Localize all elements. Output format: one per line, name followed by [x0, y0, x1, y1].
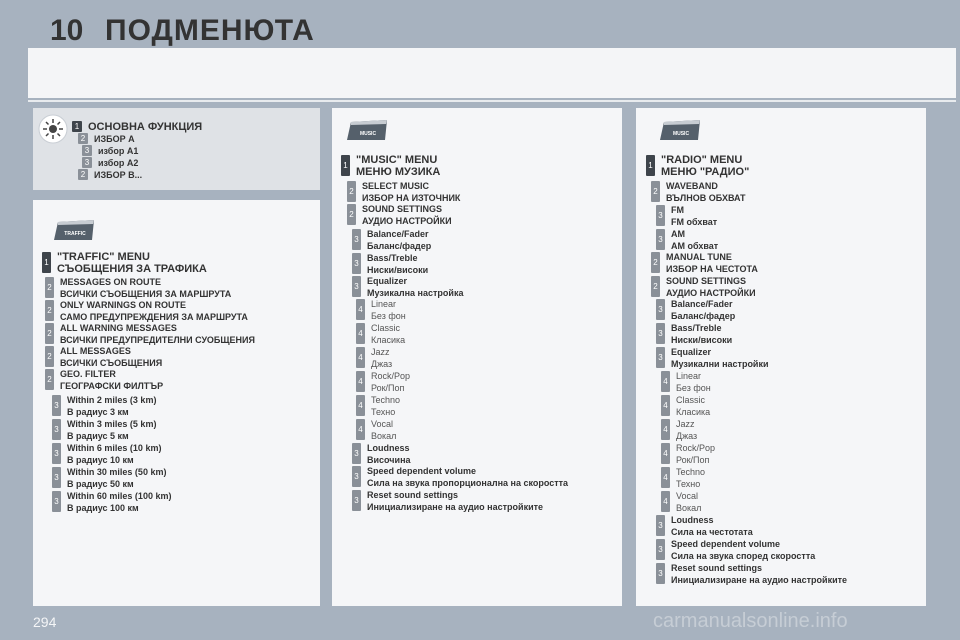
- item-label-bg: Музикални настройки: [671, 359, 769, 369]
- list-item: [52, 418, 156, 442]
- level-badge: 2: [45, 323, 54, 344]
- level-badge: 3: [52, 443, 61, 464]
- level-badge: 4: [356, 299, 365, 320]
- music-title-bg: МЕНЮ МУЗИКА: [356, 166, 441, 178]
- sun-icon: [38, 114, 68, 149]
- item-label-bg: Без фон: [371, 311, 406, 321]
- item-label-en: Linear: [371, 299, 397, 309]
- item-label-en: Balance/Fader: [671, 299, 733, 309]
- item-label-en: Equalizer: [671, 347, 712, 357]
- item-label-bg: Техно: [676, 479, 701, 489]
- item-label-en: Reset sound settings: [671, 563, 763, 573]
- list-item: [45, 276, 231, 300]
- list-item: [656, 322, 732, 346]
- item-label-en: Linear: [676, 371, 702, 381]
- traffic-title-en: "TRAFFIC" MENU: [57, 251, 150, 263]
- list-item: [356, 418, 396, 442]
- list-item: [656, 562, 847, 586]
- svg-text:MUSIC: MUSIC: [672, 131, 690, 137]
- item-label-en: Within 6 miles (10 km): [67, 443, 162, 453]
- item-label-en: SOUND SETTINGS: [666, 276, 747, 286]
- list-item: [45, 368, 163, 392]
- list-item: [352, 442, 411, 466]
- item-label-en: FM: [671, 205, 684, 215]
- level-badge: 3: [656, 539, 665, 560]
- level-badge: 3: [352, 229, 361, 250]
- item-label-en: Equalizer: [367, 276, 408, 286]
- item-label-en: MANUAL TUNE: [666, 252, 732, 262]
- level-badge: 4: [661, 491, 670, 512]
- item-label-bg: В радиус 50 км: [67, 479, 134, 489]
- item-label-en: Bass/Treble: [367, 253, 418, 263]
- list-item: [661, 394, 710, 418]
- level-badge: 3: [82, 145, 92, 156]
- list-item: [352, 228, 431, 252]
- level-badge: 3: [656, 323, 665, 344]
- list-item: [651, 180, 746, 204]
- item-label-bg: Джаз: [676, 431, 698, 441]
- level-badge: 1: [646, 155, 655, 176]
- item-label-bg: ВСИЧКИ СЪОБЩЕНИЯ ЗА МАРШРУТА: [60, 289, 232, 299]
- item-label-bg: Инициализиране на аудио настройките: [671, 575, 848, 585]
- item-label-bg: Класика: [371, 335, 406, 345]
- list-item: [52, 466, 166, 490]
- item-label-bg: АУДИО НАСТРОЙКИ: [362, 216, 452, 226]
- item-label-en: Bass/Treble: [671, 323, 722, 333]
- item-label-bg: FM обхват: [671, 217, 718, 227]
- item-label-bg: Сила на честотата: [671, 527, 753, 537]
- level-badge: 1: [341, 155, 350, 176]
- music-title-en: "MUSIC" MENU: [356, 154, 438, 166]
- level-badge: 2: [45, 346, 54, 367]
- level-badge: 2: [45, 369, 54, 390]
- level-badge: 2: [651, 276, 660, 297]
- level-badge: 3: [52, 467, 61, 488]
- level-badge: 3: [352, 443, 361, 464]
- level-badge: 2: [651, 181, 660, 202]
- list-item: [651, 251, 758, 275]
- list-item: [45, 345, 162, 369]
- traffic-title-bg: СЪОБЩЕНИЯ ЗА ТРАФИКА: [57, 263, 207, 275]
- level-badge: 4: [356, 371, 365, 392]
- radio-button-icon: [658, 118, 702, 147]
- item-label-bg: Техно: [371, 407, 396, 417]
- item-label-en: Techno: [371, 395, 401, 405]
- item-label-bg: АУДИО НАСТРОЙКИ: [666, 288, 756, 298]
- level-badge: 4: [661, 419, 670, 440]
- list-item: [356, 298, 406, 322]
- level-badge: 3: [352, 490, 361, 511]
- list-item: [356, 322, 405, 346]
- list-item: [78, 169, 142, 181]
- item-label-en: Within 60 miles (100 km): [67, 491, 172, 501]
- item-label-en: Within 2 miles (3 km): [67, 395, 157, 405]
- page-header: [28, 48, 956, 98]
- level-badge: 2: [45, 300, 54, 321]
- level-badge: 3: [52, 395, 61, 416]
- list-item: [52, 394, 156, 418]
- item-label-en: Jazz: [371, 347, 390, 357]
- level-badge: 2: [78, 133, 88, 144]
- level-badge: 3: [52, 491, 61, 512]
- list-item: [656, 298, 735, 322]
- item-label-bg: Вокал: [676, 503, 702, 513]
- item-label-bg: В радиус 5 км: [67, 431, 129, 441]
- item-label-en: SELECT MUSIC: [362, 181, 430, 191]
- level-badge: 3: [52, 419, 61, 440]
- list-item: [52, 490, 171, 514]
- level-badge: 2: [45, 277, 54, 298]
- item-label-en: SOUND SETTINGS: [362, 204, 443, 214]
- item-label-bg: Рок/Поп: [371, 383, 405, 393]
- level-badge: 1: [42, 252, 51, 273]
- item-label-en: Vocal: [676, 491, 699, 501]
- item-label-bg: Музикална настройка: [367, 288, 464, 298]
- page-number: 294: [33, 614, 57, 630]
- header-divider: [28, 100, 956, 102]
- item-label-bg: ГЕОГРАФСКИ ФИЛТЪР: [60, 381, 164, 391]
- list-item: [347, 203, 452, 227]
- level-badge: 2: [347, 181, 356, 202]
- list-item: [82, 145, 138, 157]
- level-badge: 2: [78, 169, 88, 180]
- list-item: [661, 490, 701, 514]
- list-item: [356, 370, 410, 394]
- item-label-en: Reset sound settings: [367, 490, 459, 500]
- level-badge: 3: [352, 276, 361, 297]
- list-item: [78, 133, 135, 145]
- item-label-en: ONLY WARNINGS ON ROUTE: [60, 300, 187, 310]
- item-label-en: Classic: [676, 395, 706, 405]
- list-item: [45, 299, 248, 323]
- list-item: [656, 514, 753, 538]
- item-label-bg: AM обхват: [671, 241, 719, 251]
- item-label-en: Balance/Fader: [367, 229, 429, 239]
- music-button-icon: [345, 118, 389, 147]
- item-label-bg: Инициализиране на аудио настройките: [367, 502, 544, 512]
- level-badge: 4: [661, 467, 670, 488]
- item-label-en: Classic: [371, 323, 401, 333]
- item-label-bg: ВСИЧКИ ПРЕДУПРЕДИТЕЛНИ СУОБЩЕНИЯ: [60, 335, 255, 345]
- level-badge: 4: [356, 347, 365, 368]
- item-label-bg: Сила на звука според скоростта: [671, 551, 816, 561]
- watermark: carmanualsonline.info: [653, 610, 848, 632]
- radio-title-row: [646, 154, 749, 178]
- item-label-en: Jazz: [676, 419, 695, 429]
- item-label-en: Loudness: [671, 515, 714, 525]
- item-label-en: WAVEBAND: [666, 181, 718, 191]
- item-label-bg: ВСИЧКИ СЪОБЩЕНИЯ: [60, 358, 163, 368]
- svg-text:MUSIC: MUSIC: [359, 131, 377, 137]
- traffic-title-row: [42, 251, 207, 275]
- list-item: [651, 275, 756, 299]
- level-badge: 1: [72, 121, 82, 132]
- music-title: [356, 154, 440, 178]
- item-label-en: ALL MESSAGES: [60, 346, 131, 356]
- item-label-en: MESSAGES ON ROUTE: [60, 277, 162, 287]
- list-item: [352, 489, 543, 513]
- item-label-bg: ИЗБОР НА ИЗТОЧНИК: [362, 193, 461, 203]
- list-item: [656, 204, 717, 228]
- list-item: [356, 394, 400, 418]
- list-item: [352, 252, 428, 276]
- item-label-bg: В радиус 100 км: [67, 503, 139, 513]
- level-badge: 2: [347, 204, 356, 225]
- item-label-en: Speed dependent volume: [671, 539, 781, 549]
- svg-text:TRAFFIC: TRAFFIC: [64, 231, 86, 237]
- item-label-bg: Ниски/високи: [367, 265, 429, 275]
- list-item: [356, 346, 392, 370]
- item-label-bg: Класика: [676, 407, 711, 417]
- level-badge: 4: [356, 323, 365, 344]
- item-label-bg: В радиус 3 км: [67, 407, 129, 417]
- item-label-en: Loudness: [367, 443, 410, 453]
- item-label-bg: Сила на звука пропорционална на скоростта: [367, 478, 569, 488]
- item-label-en: Rock/Pop: [371, 371, 411, 381]
- radio-title-en: "RADIO" MENU: [661, 154, 743, 166]
- level-badge: 3: [656, 347, 665, 368]
- item-label-bg: Вокал: [371, 431, 397, 441]
- list-item: [661, 370, 711, 394]
- level-badge: 3: [352, 466, 361, 487]
- item-label-bg: ИЗБОР НА ЧЕСТОТА: [666, 264, 758, 274]
- item-label-en: Rock/Pop: [676, 443, 716, 453]
- level-badge: 3: [656, 229, 665, 250]
- level-badge: 4: [356, 419, 365, 440]
- item-label-bg: Рок/Поп: [676, 455, 710, 465]
- item-label: избор А2: [98, 158, 139, 168]
- level-badge: 4: [661, 371, 670, 392]
- item-label-bg: Височина: [367, 455, 411, 465]
- item-label-en: Vocal: [371, 419, 394, 429]
- level-badge: 2: [651, 252, 660, 273]
- level-badge: 4: [661, 395, 670, 416]
- item-label-en: ALL WARNING MESSAGES: [60, 323, 177, 333]
- music-title-row: [341, 154, 440, 178]
- list-item: [82, 157, 138, 169]
- item-label-bg: ВЪЛНОВ ОБХВАТ: [666, 193, 746, 203]
- level-badge: 3: [656, 563, 665, 584]
- item-label: ИЗБОР А: [94, 134, 135, 144]
- item-label: избор А1: [98, 146, 139, 156]
- level-badge: 4: [356, 395, 365, 416]
- item-label-en: Techno: [676, 467, 706, 477]
- main-function-title: ОСНОВНА ФУНКЦИЯ: [88, 121, 203, 133]
- item-label-en: Within 3 miles (5 km): [67, 419, 157, 429]
- item-label-en: AM: [671, 229, 685, 239]
- list-item: [45, 322, 255, 346]
- item-label-bg: Баланс/фадер: [671, 311, 736, 321]
- list-item: [656, 538, 815, 562]
- item-label-bg: Ниски/високи: [671, 335, 733, 345]
- level-badge: 3: [352, 253, 361, 274]
- item-label-bg: САМО ПРЕДУПРЕЖДЕНИЯ ЗА МАРШРУТА: [60, 312, 248, 322]
- radio-title: [661, 154, 749, 178]
- item-label-bg: Баланс/фадер: [367, 241, 432, 251]
- item-label-bg: Без фон: [676, 383, 711, 393]
- list-item: [661, 418, 697, 442]
- list-item: [352, 275, 463, 299]
- traffic-button-icon: [52, 218, 96, 247]
- main-function-title-row: [72, 121, 202, 133]
- list-item: [352, 465, 568, 489]
- list-item: [347, 180, 460, 204]
- level-badge: 3: [656, 515, 665, 536]
- page-title: ПОДМЕНЮТА: [105, 14, 315, 47]
- item-label: ИЗБОР B...: [94, 170, 143, 180]
- traffic-title: [57, 251, 207, 275]
- list-item: [656, 346, 769, 370]
- level-badge: 3: [656, 299, 665, 320]
- item-label-bg: В радиус 10 км: [67, 455, 134, 465]
- item-label-en: GEO. FILTER: [60, 369, 116, 379]
- item-label-en: Speed dependent volume: [367, 466, 477, 476]
- list-item: [661, 442, 715, 466]
- item-label-bg: Джаз: [371, 359, 393, 369]
- list-item: [661, 466, 705, 490]
- chapter-number: 10: [50, 14, 84, 47]
- list-item: [52, 442, 161, 466]
- level-badge: 3: [656, 205, 665, 226]
- level-badge: 4: [661, 443, 670, 464]
- list-item: [656, 228, 718, 252]
- level-badge: 3: [82, 157, 92, 168]
- radio-title-bg: МЕНЮ "РАДИО": [661, 166, 750, 178]
- item-label-en: Within 30 miles (50 km): [67, 467, 167, 477]
